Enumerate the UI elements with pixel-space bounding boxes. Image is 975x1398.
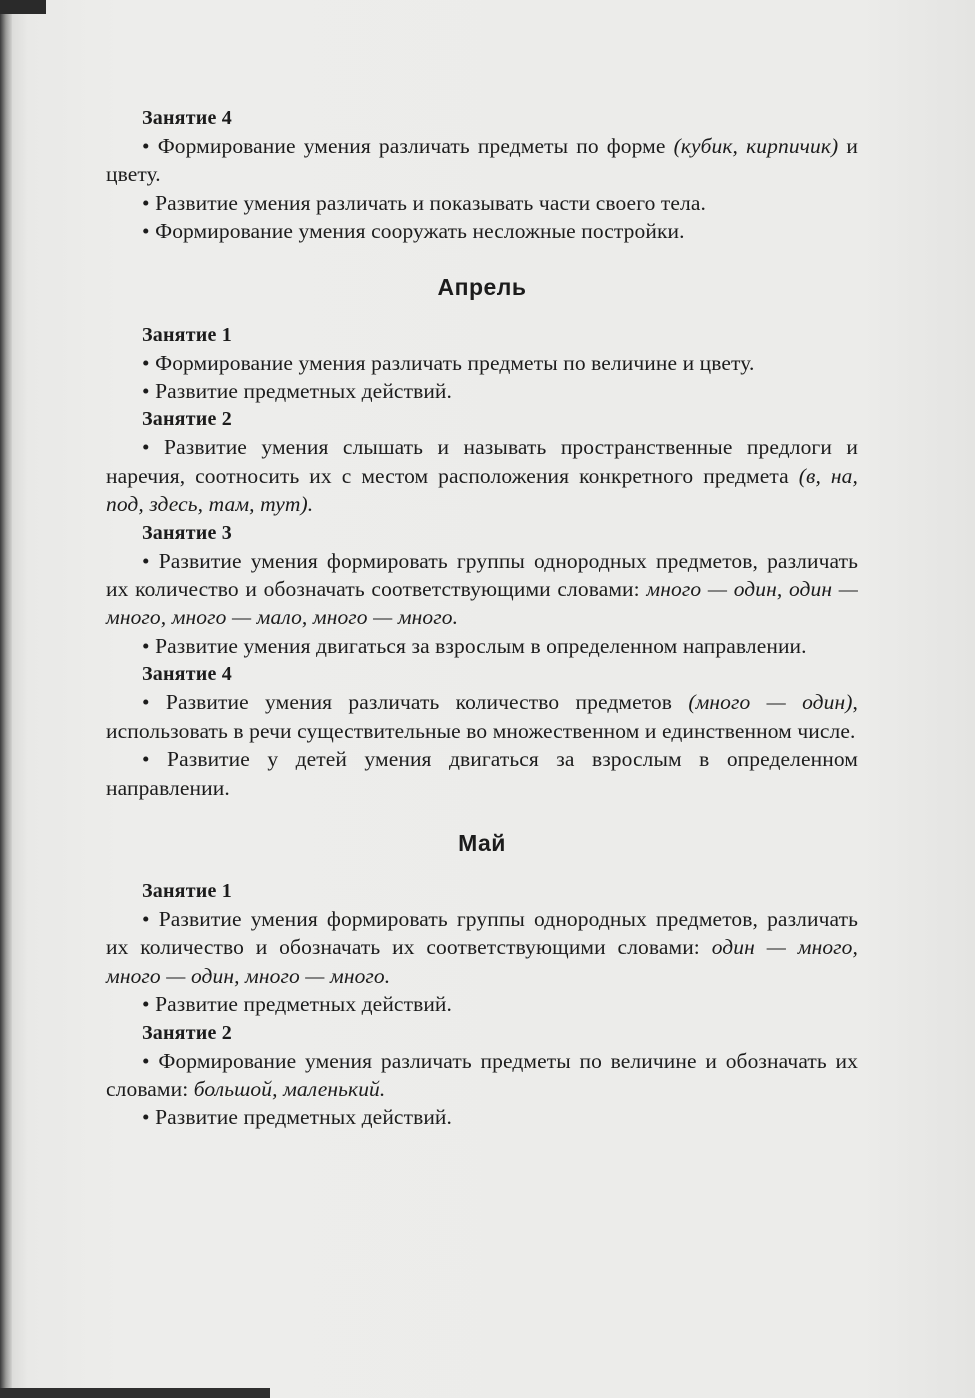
month-heading: Апрель <box>437 273 527 300</box>
text-run: • Развитие умения различать и показывать части своего тела. <box>142 190 706 215</box>
italic-text: (кубик, кирпичик) <box>673 134 839 158</box>
bullet-paragraph <box>106 1047 858 1104</box>
bullet-paragraph <box>106 1103 858 1131</box>
text-run: • Развитие умения формировать группы однородных предметов, различать их количество и обозначать их соответствующими словами: <box>106 906 858 960</box>
lesson-heading: Занятие 1 <box>142 879 232 902</box>
italic-text: (много — один) <box>688 690 853 715</box>
month-heading: Май <box>458 829 506 856</box>
bullet-paragraph <box>106 547 858 632</box>
text-run: • Развитие умения различать количество предметов <box>142 690 689 715</box>
text-run: • Развитие предметных действий. <box>142 1105 453 1130</box>
bullet-paragraph <box>106 132 858 189</box>
bullet-paragraph <box>106 905 858 990</box>
page-left-edge <box>0 0 12 1398</box>
bullet-paragraph <box>106 349 858 377</box>
page-top-corner <box>0 0 46 14</box>
text-run: • Развитие предметных действий. <box>142 992 453 1017</box>
bullet-paragraph <box>106 377 858 405</box>
text-run: • Развитие предметных действий. <box>142 379 453 404</box>
page-bottom-edge <box>0 1388 270 1398</box>
text-run: • Развитие умения слышать и называть пространственные предлоги и наречия, соотносить их с местом расположения конкретного предмета <box>106 435 858 488</box>
bullet-paragraph <box>106 632 858 660</box>
lesson-heading: Занятие 2 <box>142 1021 232 1044</box>
bullet-paragraph <box>106 433 858 518</box>
bullet-paragraph <box>106 745 858 802</box>
text-run: и цвету. <box>106 134 858 187</box>
lesson-heading: Занятие 4 <box>142 107 232 129</box>
text-run: • Формирование умения различать предметы по величине и обозначать их словами: <box>106 1048 858 1101</box>
page-content <box>106 104 858 1132</box>
lesson-heading: Занятие 2 <box>142 408 232 431</box>
bullet-paragraph <box>106 189 858 217</box>
bullet-paragraph <box>106 990 858 1018</box>
text-run: • Формирование умения различать предметы по форме <box>142 134 674 158</box>
italic-text: (в, на, под, здесь, там, тут). <box>106 463 859 517</box>
lesson-heading: Занятие 3 <box>142 521 232 544</box>
text-run: • Развитие у детей умения двигаться за взрослым в определенном направлении. <box>106 747 858 800</box>
italic-text: один — много, много — один, много — много. <box>106 935 858 988</box>
text-run: , использовать в речи существительные во множественном и единственном числе. <box>106 690 858 743</box>
lesson-heading: Занятие 1 <box>142 323 232 346</box>
italic-text: большой, маленький. <box>193 1076 386 1101</box>
text-run: • Формирование умения сооружать несложные постройки. <box>142 219 685 244</box>
bullet-paragraph <box>106 688 858 745</box>
lesson-heading: Занятие 4 <box>142 663 232 686</box>
text-run: • Формирование умения различать предметы по величине и цвету. <box>142 350 755 375</box>
text-run: • Развитие умения формировать группы однородных предметов, различать их количество и обозначать соответствующими словами: <box>106 548 858 602</box>
bullet-paragraph <box>106 217 858 245</box>
italic-text: много — один, один — много, много — мало, много — много. <box>106 577 859 630</box>
text-run: • Развитие умения двигаться за взрослым в определенном направлении. <box>142 633 807 658</box>
